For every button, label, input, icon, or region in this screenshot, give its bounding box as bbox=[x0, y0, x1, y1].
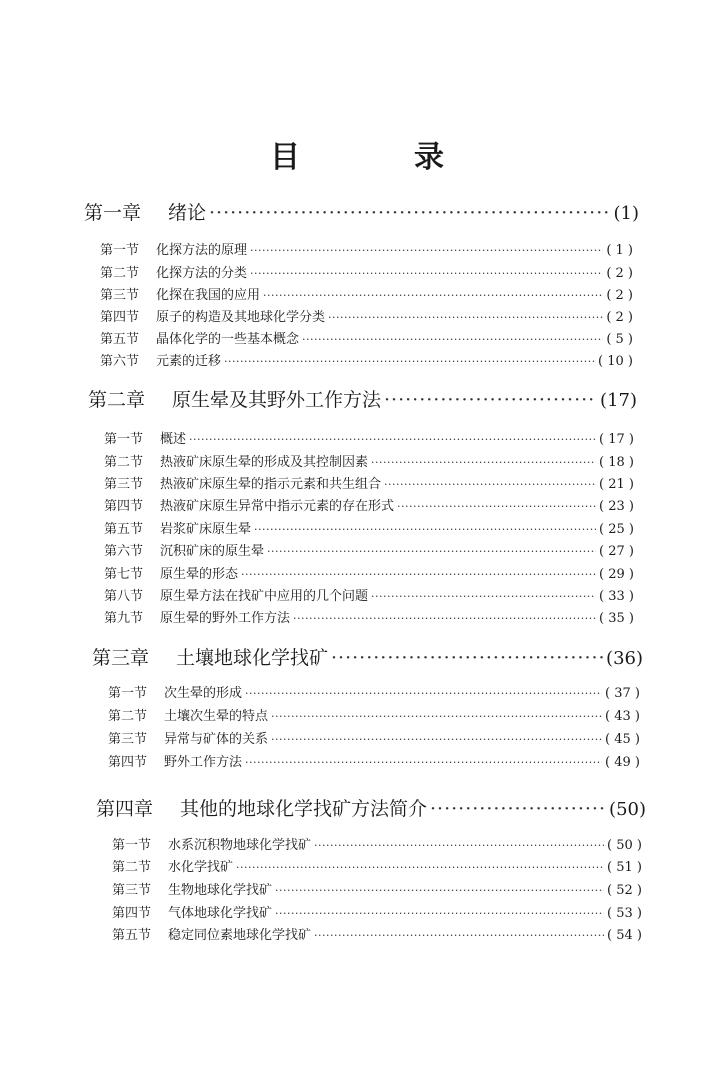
chapter-entry bbox=[92, 643, 643, 669]
chapter-entry bbox=[88, 385, 637, 411]
section-title: 岩浆矿床原生晕 bbox=[160, 522, 252, 537]
section-entry bbox=[108, 751, 640, 769]
section-title: 土壤次生晕的特点 bbox=[164, 709, 269, 724]
chapter-number: 第一章 bbox=[84, 202, 142, 224]
leader-dots bbox=[245, 756, 602, 769]
section-number: 第四节 bbox=[112, 906, 152, 921]
section-title: 水系沉积物地球化学找矿 bbox=[168, 838, 312, 853]
leader-dots bbox=[267, 545, 596, 558]
section-title: 原生晕的野外工作方法 bbox=[160, 611, 291, 626]
section-title: 原生晕方法在找矿中应用的几个问题 bbox=[160, 589, 369, 604]
leader-dots bbox=[371, 456, 596, 469]
leader-dots bbox=[224, 355, 595, 368]
section-entry bbox=[108, 682, 640, 700]
section-page: ( 52 ) bbox=[607, 883, 642, 898]
section-entry bbox=[100, 239, 633, 257]
section-number: 第二节 bbox=[108, 709, 148, 724]
section-title: 元素的迁移 bbox=[156, 354, 222, 369]
chapter-number: 第二章 bbox=[88, 389, 146, 411]
section-entry bbox=[104, 540, 634, 558]
section-entry bbox=[108, 705, 640, 723]
section-entry bbox=[100, 328, 633, 346]
leader-dots bbox=[236, 861, 604, 874]
title-char-1: 目 bbox=[270, 140, 300, 175]
chapter-page: (1) bbox=[613, 203, 639, 224]
section-title: 野外工作方法 bbox=[164, 755, 243, 770]
leader-dots bbox=[209, 202, 610, 224]
leader-dots bbox=[263, 289, 603, 302]
leader-dots bbox=[275, 907, 604, 920]
section-page: ( 23 ) bbox=[599, 499, 634, 514]
section-number: 第六节 bbox=[100, 354, 140, 369]
section-page: ( 49 ) bbox=[605, 755, 640, 770]
section-title: 热液矿床原生晕的指示元素和共生组合 bbox=[160, 477, 382, 492]
leader-dots bbox=[189, 433, 596, 446]
section-entry bbox=[104, 428, 634, 446]
chapter-number: 第四章 bbox=[96, 798, 154, 820]
leader-dots bbox=[397, 500, 596, 513]
section-page: ( 25 ) bbox=[599, 522, 634, 537]
section-entry bbox=[104, 585, 634, 603]
section-title: 生物地球化学找矿 bbox=[168, 883, 273, 898]
section-page: ( 43 ) bbox=[605, 709, 640, 724]
leader-dots bbox=[384, 478, 596, 491]
section-entry bbox=[104, 607, 634, 625]
section-number: 第五节 bbox=[100, 332, 140, 347]
section-page: ( 10 ) bbox=[598, 354, 633, 369]
section-entry bbox=[104, 495, 634, 513]
section-entry bbox=[112, 924, 642, 942]
section-page: ( 2 ) bbox=[606, 266, 633, 281]
leader-dots bbox=[293, 612, 596, 625]
section-title: 化探方法的分类 bbox=[156, 266, 248, 281]
section-title: 原生晕的形态 bbox=[160, 567, 239, 582]
section-title: 气体地球化学找矿 bbox=[168, 906, 273, 921]
section-title: 沉积矿床的原生晕 bbox=[160, 544, 265, 559]
section-page: ( 27 ) bbox=[599, 544, 634, 559]
section-number: 第七节 bbox=[104, 567, 144, 582]
section-page: ( 1 ) bbox=[606, 243, 633, 258]
leader-dots bbox=[271, 710, 602, 723]
section-entry bbox=[112, 879, 642, 897]
leader-dots bbox=[250, 267, 603, 280]
leader-dots bbox=[430, 798, 606, 820]
section-page: ( 2 ) bbox=[606, 288, 633, 303]
section-entry bbox=[100, 262, 633, 280]
section-number: 第二节 bbox=[104, 455, 144, 470]
leader-dots bbox=[314, 929, 604, 942]
section-number: 第三节 bbox=[100, 288, 140, 303]
section-title: 概述 bbox=[160, 432, 187, 447]
section-entry bbox=[104, 563, 634, 581]
leader-dots bbox=[331, 647, 603, 669]
section-number: 第四节 bbox=[100, 310, 140, 325]
section-page: ( 45 ) bbox=[605, 732, 640, 747]
section-entry bbox=[100, 350, 633, 368]
leader-dots bbox=[271, 733, 602, 746]
section-number: 第九节 bbox=[104, 611, 144, 626]
section-entry bbox=[108, 728, 640, 746]
chapter-page: (36) bbox=[606, 648, 643, 669]
section-number: 第一节 bbox=[104, 432, 144, 447]
title-char-2: 录 bbox=[414, 140, 444, 175]
chapter-entry bbox=[84, 198, 639, 224]
leader-dots bbox=[371, 590, 596, 603]
section-entry bbox=[112, 902, 642, 920]
section-page: ( 50 ) bbox=[607, 838, 642, 853]
section-number: 第三节 bbox=[112, 883, 152, 898]
leader-dots bbox=[250, 244, 603, 257]
section-page: ( 54 ) bbox=[607, 928, 642, 943]
section-entry bbox=[112, 856, 642, 874]
leader-dots bbox=[314, 839, 604, 852]
section-page: ( 2 ) bbox=[606, 310, 633, 325]
section-number: 第五节 bbox=[112, 928, 152, 943]
leader-dots bbox=[302, 333, 603, 346]
section-number: 第一节 bbox=[100, 243, 140, 258]
section-number: 第四节 bbox=[108, 755, 148, 770]
leader-dots bbox=[275, 884, 604, 897]
chapter-title: 其他的地球化学找矿方法简介 bbox=[180, 798, 428, 820]
section-number: 第一节 bbox=[112, 838, 152, 853]
section-number: 第一节 bbox=[108, 686, 148, 701]
section-title: 稳定同位素地球化学找矿 bbox=[168, 928, 312, 943]
section-entry bbox=[104, 518, 634, 536]
chapter-page: (17) bbox=[600, 390, 637, 411]
section-page: ( 51 ) bbox=[607, 860, 642, 875]
section-entry bbox=[112, 834, 642, 852]
section-number: 第四节 bbox=[104, 499, 144, 514]
chapter-page: (50) bbox=[609, 799, 646, 820]
section-number: 第二节 bbox=[100, 266, 140, 281]
section-title: 热液矿床原生异常中指示元素的存在形式 bbox=[160, 499, 395, 514]
section-title: 异常与矿体的关系 bbox=[164, 732, 269, 747]
section-title: 化探方法的原理 bbox=[156, 243, 248, 258]
chapter-title: 原生晕及其野外工作方法 bbox=[172, 389, 382, 411]
section-number: 第六节 bbox=[104, 544, 144, 559]
section-page: ( 35 ) bbox=[599, 611, 634, 626]
section-page: ( 18 ) bbox=[599, 455, 634, 470]
section-title: 晶体化学的一些基本概念 bbox=[156, 332, 300, 347]
section-page: ( 5 ) bbox=[606, 332, 633, 347]
section-number: 第三节 bbox=[104, 477, 144, 492]
section-page: ( 53 ) bbox=[607, 906, 642, 921]
section-number: 第三节 bbox=[108, 732, 148, 747]
chapter-title: 土壤地球化学找矿 bbox=[176, 647, 329, 669]
section-page: ( 37 ) bbox=[605, 686, 640, 701]
section-page: ( 17 ) bbox=[599, 432, 634, 447]
leader-dots bbox=[245, 687, 602, 700]
section-title: 热液矿床原生晕的形成及其控制因素 bbox=[160, 455, 369, 470]
section-title: 化探在我国的应用 bbox=[156, 288, 261, 303]
section-entry bbox=[104, 451, 634, 469]
chapter-number: 第三章 bbox=[92, 647, 150, 669]
section-entry bbox=[100, 284, 633, 302]
leader-dots bbox=[241, 568, 596, 581]
section-title: 次生晕的形成 bbox=[164, 686, 243, 701]
section-title: 原子的构造及其地球化学分类 bbox=[156, 310, 326, 325]
section-number: 第八节 bbox=[104, 589, 144, 604]
section-page: ( 33 ) bbox=[599, 589, 634, 604]
section-page: ( 29 ) bbox=[599, 567, 634, 582]
chapter-entry bbox=[96, 794, 646, 820]
section-page: ( 21 ) bbox=[599, 477, 634, 492]
section-number: 第五节 bbox=[104, 522, 144, 537]
leader-dots bbox=[328, 311, 603, 324]
section-title: 水化学找矿 bbox=[168, 860, 234, 875]
leader-dots bbox=[254, 523, 596, 536]
chapter-title: 绪论 bbox=[168, 202, 207, 224]
section-entry bbox=[100, 306, 633, 324]
section-number: 第二节 bbox=[112, 860, 152, 875]
leader-dots bbox=[384, 389, 597, 411]
section-entry bbox=[104, 473, 634, 491]
